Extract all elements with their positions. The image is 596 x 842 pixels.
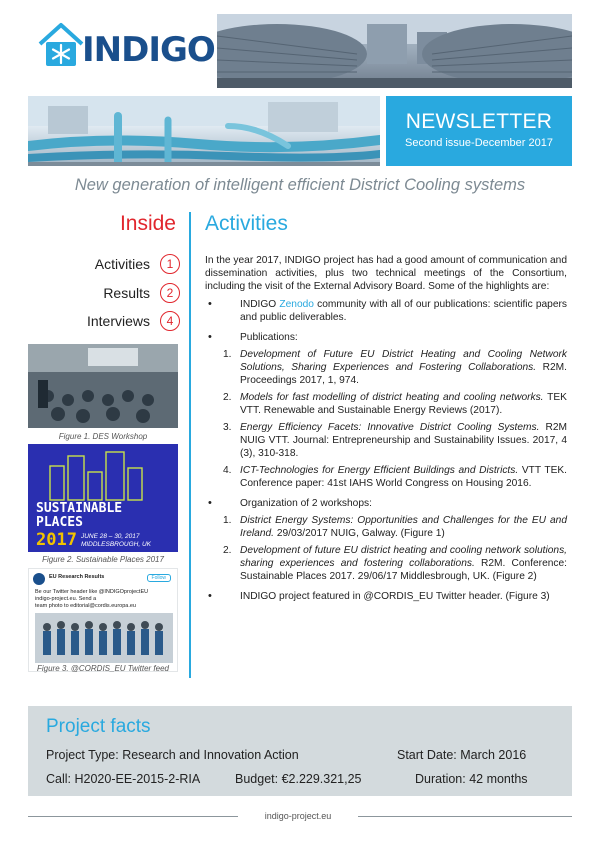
figure-1-caption: Figure 1. DES Workshop <box>58 432 148 441</box>
publication-item: 4. ICT-Technologies for Energy Efficient Buildings and Districts. VTT TEK. Conference paper: 41st IAHS World Congress on Housing 2016. <box>223 465 567 489</box>
tweet-group-photo <box>35 613 173 663</box>
toc-label: Interviews <box>86 313 150 329</box>
bullet-cordis: • INDIGO project featured in @CORDIS_EU Twitter header. (Figure 3) <box>205 590 567 603</box>
bullet-zenodo: • INDIGO Zenodo community with all of our publications: scientific papers and public deliverables. <box>205 298 567 324</box>
footer-website-link[interactable]: indigo-project.eu <box>264 811 332 821</box>
tweet-line: team photo to editorial@cordis.europa.eu <box>35 603 136 609</box>
zenodo-link[interactable]: Zenodo <box>279 299 314 310</box>
publication-item: 3. Energy Efficiency Facets: Innovative District Cooling Systems. R2M NUIG VTT. Journal: Entrepreneurship and Sustainability Issues. 2017, 4 (3), 310-318. <box>223 422 567 459</box>
bullet-workshops: • Organization of 2 workshops: <box>205 497 567 510</box>
workshop-item: 1. District Energy Systems: Opportunities and Challenges for the EU and Ireland. 29/03/2017 NUIG, Galway. (Figure 1) <box>223 515 567 539</box>
figure-2-caption: Figure 2. Sustainable Places 2017 <box>42 555 164 564</box>
start-date: Start Date: March 2016 <box>397 748 527 762</box>
header-image-cooling-plant <box>28 96 380 166</box>
toc-item-interviews[interactable] <box>28 311 180 331</box>
figure-2-poster <box>28 444 178 552</box>
newsletter-banner <box>386 96 572 166</box>
toc-page-number: 2 <box>160 283 180 303</box>
avatar <box>33 573 45 585</box>
publication-item: 2. Models for fast modelling of district heating and cooling networks. TEK VTT. Renewable and Sustainable Energy Reviews (2017). <box>223 392 567 416</box>
indigo-logo <box>28 16 215 80</box>
toc-label: Activities <box>94 256 150 272</box>
activities-intro: In the year 2017, INDIGO project has had a good amount of communication and dissemination activities, plus two technical meetings of the Consortium, including the visit of the External Advisory Board. Some of the highlights are: <box>205 255 567 292</box>
tagline: New generation of intelligent efficient District Cooling systems <box>74 176 526 194</box>
tweet-line: indigo-project.eu. Send a <box>35 596 97 602</box>
toc-item-results[interactable] <box>28 283 180 303</box>
poster-title-line2: PLACES <box>36 515 83 530</box>
project-type: Project Type: Research and Innovation Action <box>46 748 299 762</box>
call-id: Call: H2020-EE-2015-2-RIA <box>46 772 201 786</box>
poster-title-line1: SUSTAINABLE <box>36 501 123 516</box>
newsletter-title: NEWSLETTER <box>405 110 553 133</box>
header-image-pipes <box>217 14 572 88</box>
tweet-line: Be our Twitter header like @INDIGOprojectEU <box>35 589 149 595</box>
activities-body <box>205 254 567 603</box>
project-facts-heading: Project facts <box>46 716 151 737</box>
poster-year: 2017 <box>36 530 77 550</box>
toc-page-number: 1 <box>160 254 180 274</box>
logo-wordmark: INDIGO <box>82 30 215 70</box>
follow-button[interactable]: Follow <box>147 574 171 582</box>
poster-city: MIDDLESBROUGH, UK <box>80 541 152 548</box>
toc-label: Results <box>103 285 150 301</box>
poster-date: JUNE 28 – 30, 2017 <box>80 533 140 540</box>
newsletter-issue: Second issue-December 2017 <box>405 137 553 149</box>
figure-3-tweet <box>28 568 178 672</box>
figure-1-photo <box>28 344 178 428</box>
inside-heading: Inside <box>119 212 176 235</box>
column-divider <box>189 212 191 678</box>
toc-item-activities[interactable] <box>28 254 180 274</box>
project-facts-box <box>28 706 572 796</box>
toc-page-number: 4 <box>160 311 180 331</box>
house-snowflake-icon <box>36 20 86 70</box>
publication-item: 1. Development of Future EU District Heating and Cooling Network Solutions, Sharing Experiences and Fostering Collaborations. R2M. Proceedings 2017, 1, 974. <box>223 349 567 386</box>
duration: Duration: 42 months <box>415 772 528 786</box>
tweet-account: EU Research Results <box>49 574 105 580</box>
budget: Budget: €2.229.321,25 <box>235 772 362 786</box>
figure-3-caption: Figure 3. @CORDIS_EU Twitter feed <box>36 664 169 673</box>
activities-heading: Activities <box>205 212 288 235</box>
bullet-publications: • Publications: <box>205 331 567 344</box>
workshop-item: 2. Development of future EU district heating and cooling network solutions, sharing experiences and fostering collaborations. R2M. Conference: Sustainable Places 2017. 29/06/17 Middlesbrough, UK. (Figure 2) <box>223 545 567 582</box>
